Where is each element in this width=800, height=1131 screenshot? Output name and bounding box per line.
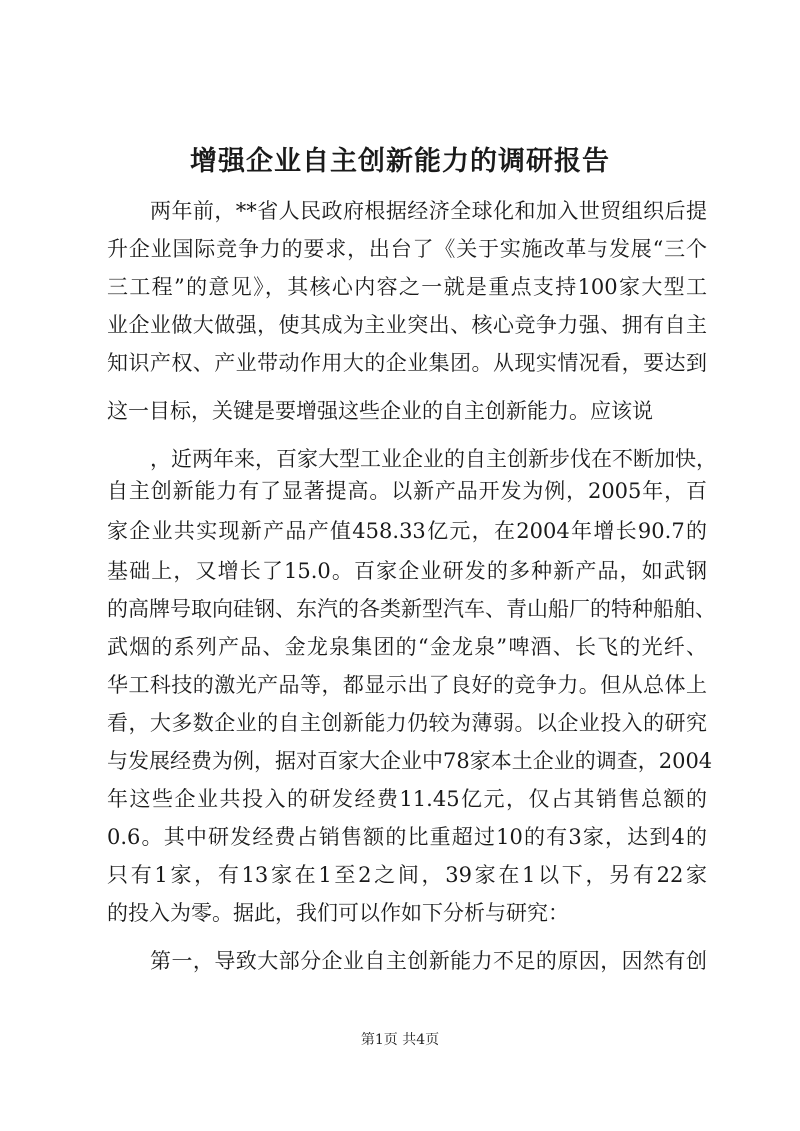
paragraph-line: 基础上，又增长了15.0。百家企业研发的多种新产品，如武钢 <box>107 559 707 583</box>
paragraph-line: 家企业共实现新产品产值458.33亿元，在2004年增长90.7的 <box>107 519 707 543</box>
paragraph-line: 两年前，**省人民政府根据经济全球化和加入世贸组织后提 <box>150 199 707 223</box>
paragraph-line: 看，大多数企业的自主创新能力仍较为薄弱。以企业投入的研究 <box>107 711 707 735</box>
document-title: 增强企业自主创新能力的调研报告 <box>190 146 610 177</box>
paragraph-line: 第一，导致大部分企业自主创新能力不足的原因，因然有创 <box>150 949 707 973</box>
paragraph-line: 的高牌号取向硅钢、东汽的各类新型汽车、青山船厂的特种船舶、 <box>107 597 716 621</box>
page-number-footer: 第1页 共4页 <box>360 1032 440 1048</box>
paragraph-line: 自主创新能力有了显著提高。以新产品开发为例，2005年，百 <box>107 479 707 503</box>
paragraph-line: 武烟的系列产品、金龙泉集团的“金龙泉”啤酒、长飞的光纤、 <box>107 635 707 659</box>
paragraph-line: 华工科技的激光产品等，都显示出了良好的竞争力。但从总体上 <box>107 673 707 697</box>
paragraph-line: 0.6。其中研发经费占销售额的比重超过10的有3家，达到4的 <box>107 825 707 849</box>
paragraph-line: 年这些企业共投入的研发经费11.45亿元，仅占其销售总额的 <box>107 787 707 811</box>
paragraph-line: 知识产权、产业带动作用大的企业集团。从现实情况看，要达到 <box>107 351 707 375</box>
paragraph-line: 的投入为零。据此，我们可以作如下分析与研究： <box>107 901 569 925</box>
paragraph-line: 只有1家，有13家在1至2之间，39家在1以下，另有22家 <box>107 863 707 887</box>
paragraph-line: 三工程”的意见》，其核心内容之一就是重点支持100家大型工 <box>107 275 707 299</box>
paragraph-line: 这一目标，关键是要增强这些企业的自主创新能力。应该说 <box>107 399 653 423</box>
paragraph-line: 升企业国际竞争力的要求，出台了《关于实施改革与发展“三个 <box>107 237 707 261</box>
paragraph-line: 业企业做大做强，使其成为主业突出、核心竞争力强、拥有自主 <box>107 313 707 337</box>
paragraph-line: 与发展经费为例，据对百家大企业中78家本土企业的调查，2004 <box>107 749 713 773</box>
paragraph-line: ，近两年来，百家大型工业企业的自主创新步伐在不断加快， <box>150 447 717 471</box>
